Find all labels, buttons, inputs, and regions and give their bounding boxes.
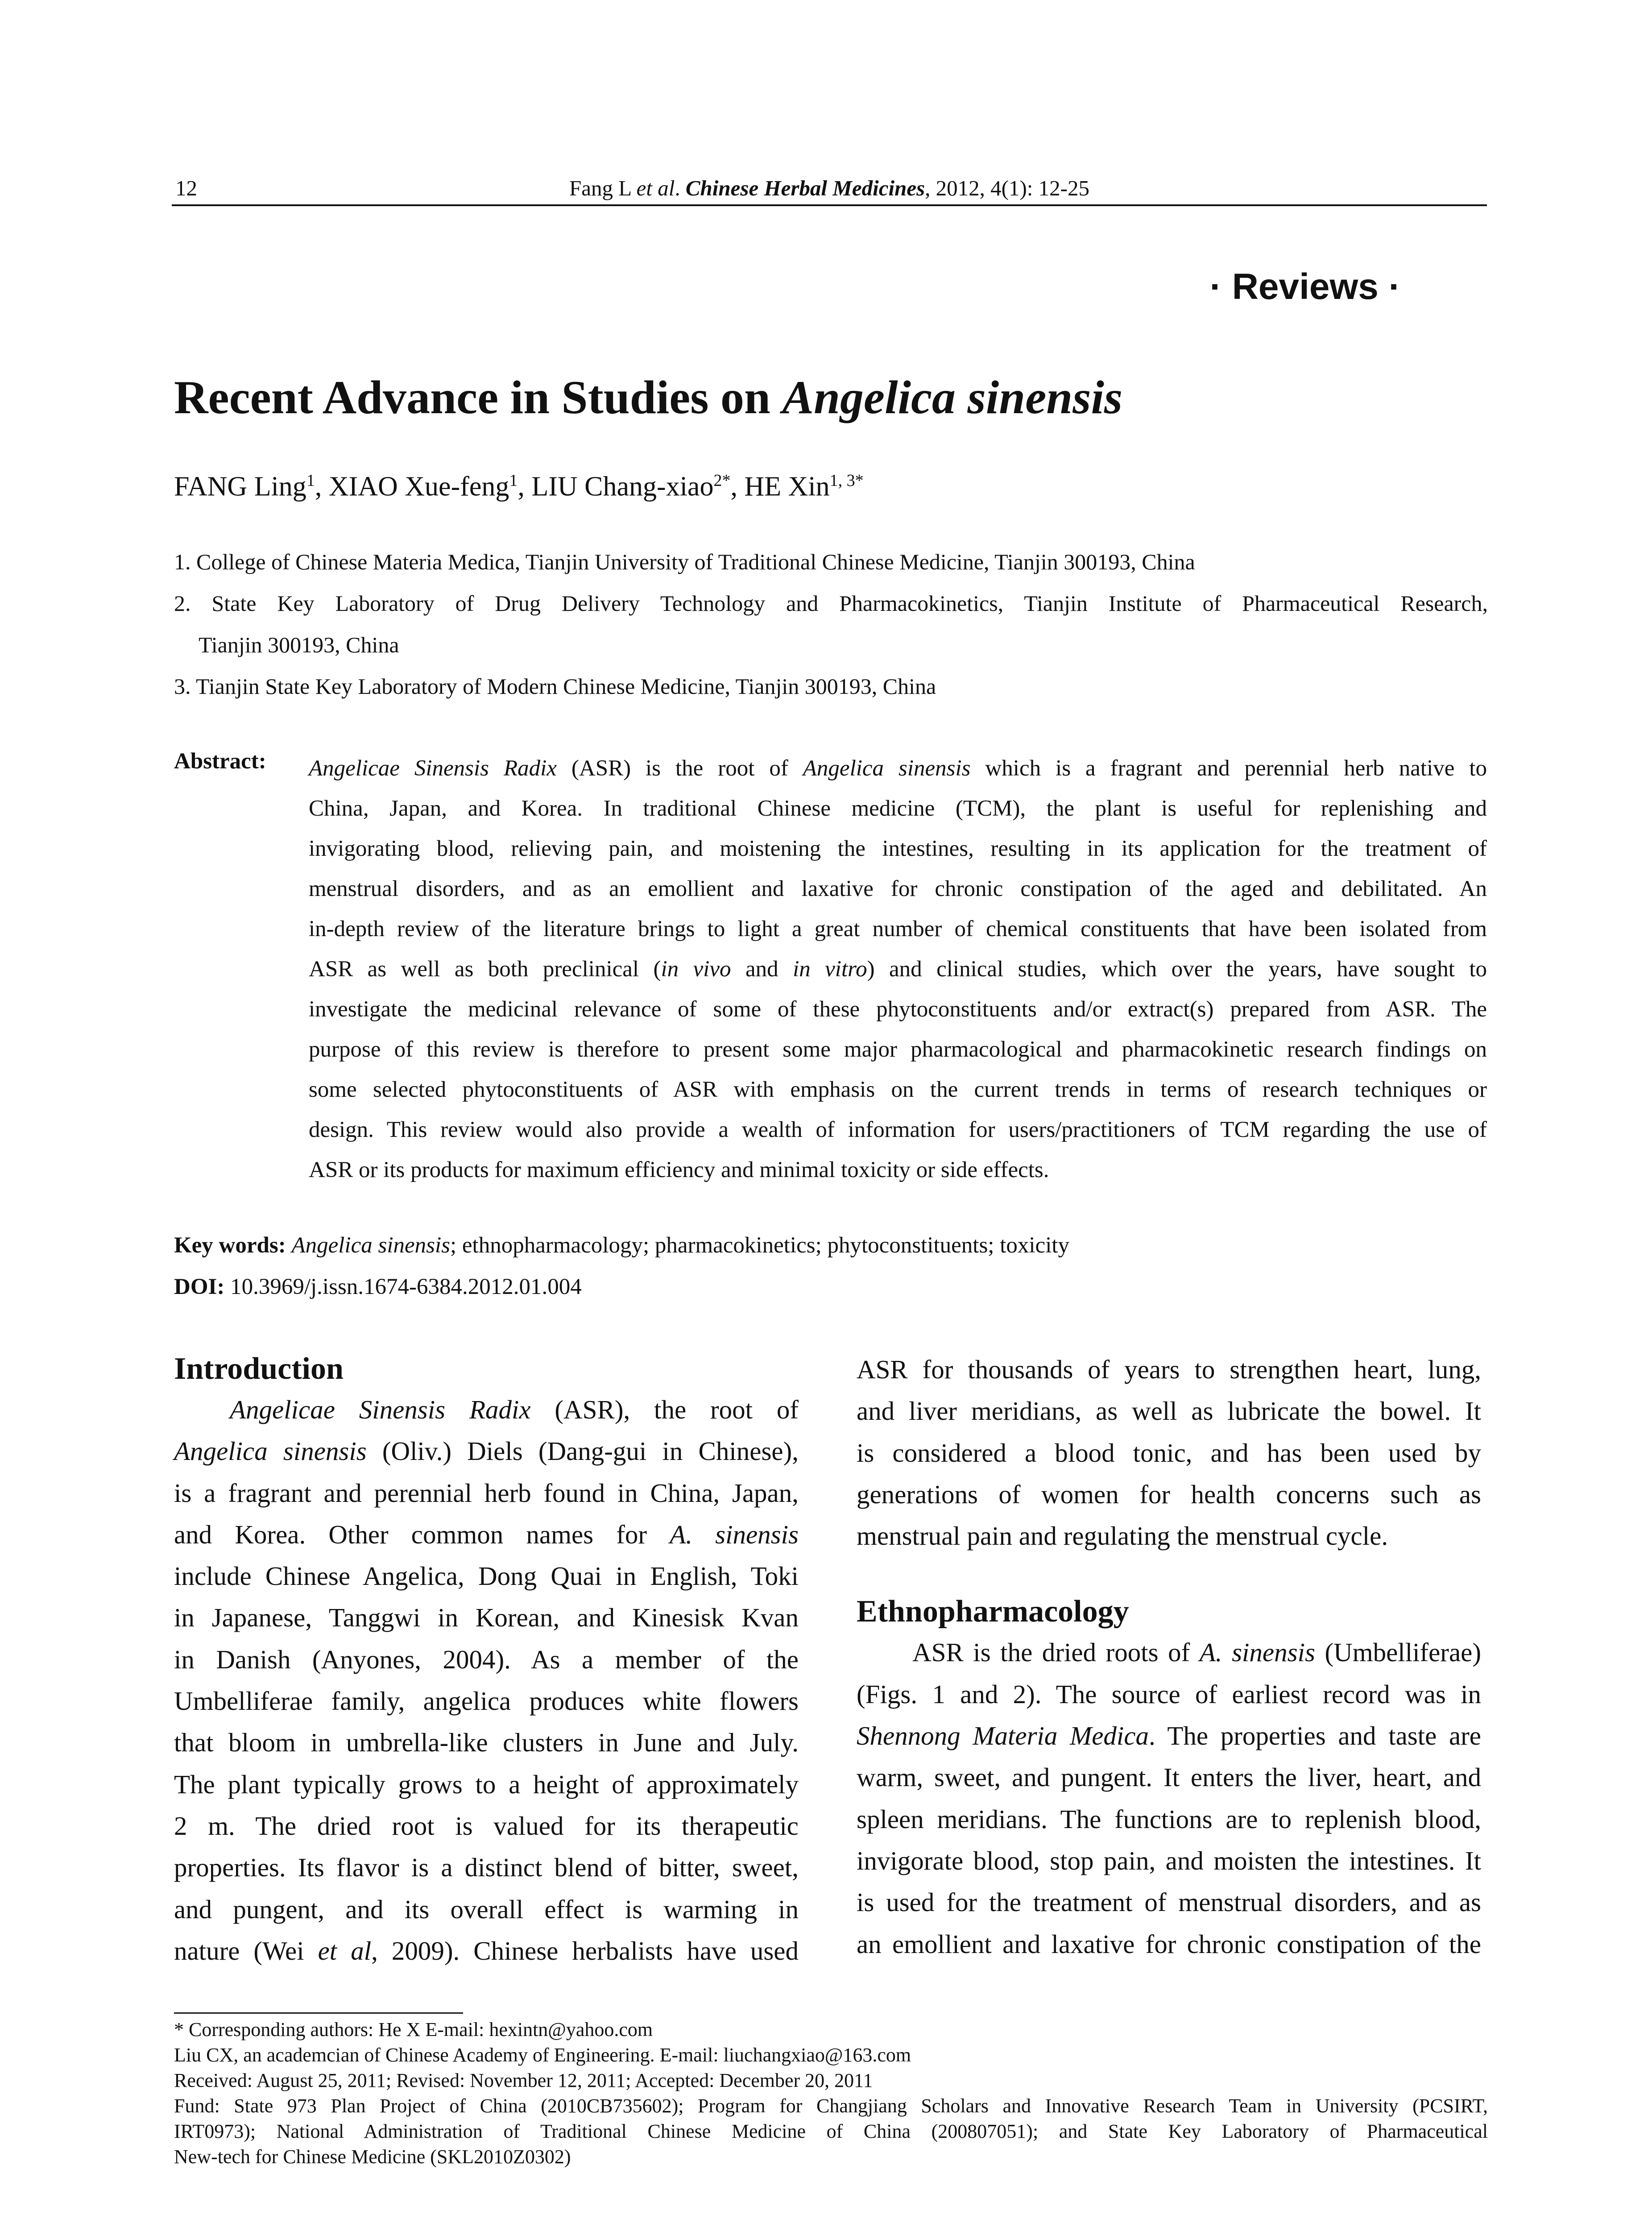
footnote-corresponding: * Corresponding authors: He X E-mail: hexintn@yahoo.com — [174, 2019, 653, 2040]
footnote-rule — [174, 2012, 463, 2014]
ethnopharmacology-heading: Ethnopharmacology — [857, 1594, 1129, 1629]
affiliation-2-cont: Tianjin 300193, China — [199, 632, 399, 657]
left-column: Introduction Angelicae Sinensis Radix (ASR), the root of Angelica sinensis (Oliv.) Diels (Dang-gui in Chinese), is a fragrant and perennial herb found in China, Japan, and Korea. Other common names for A. sinensis include Chinese Angelica, Dong Quai in English, Toki in Japanese, Tanggwi in Korean, and Kinesisk Kvan in Danish (Anyones, 2004). As a member of the Umbelliferae family, angelica produces white flowers that bloom in umbrella-like clusters in June and July. The plant typically grows to a height of approximately 2 m. The dried root is valued for its therapeutic properties. Its flavor is a distinct blend of bitter, sweet, and pungent, and its overall effect is warming in nature (Wei et al, 2009). Chinese herbalists have used — [174, 1349, 799, 1972]
right-column: ASR for thousands of years to strengthen heart, lung, and liver meridians, as well as lubricate the bowel. It is considered a blood tonic, and has been used by generations of women for health concerns such as menstrual pain and regulating the menstrual cycle. Ethnopharmacology ASR is the dried roots of A. sinensis (Umbelliferae) (Figs. 1 and 2). The source of earliest record was in Shennong Materia Medica. The properties and taste are warm, sweet, and pungent. It enters the liver, heart, and spleen meridians. The functions are to replenish blood, invigorate blood, stop pain, and moisten the intestines. It is used for the treatment of menstrual disorders, and as an emollient and laxative for chronic constipation of the — [857, 1355, 1481, 1959]
keywords: Key words: Angelica sinensis; ethnopharmacology; pharmacokinetics; phytoconstituents; toxicity — [174, 1233, 1070, 1258]
abstract-label: Abstract: — [174, 749, 266, 774]
abstract-body: Angelicae Sinensis Radix (ASR) is the root of Angelica sinensis which is a fragrant and perennial herb native to China, Japan, and Korea. In traditional Chinese medicine (TCM), the plant is useful for replenishing and invigorating blood, relieving pain, and moistening the intestines, resulting in its application for the treatment of menstrual disorders, and as an emollient and laxative for chronic constipation of the aged and debilitated. An in-depth review of the literature brings to light a great number of chemical constituents that have been isolated from ASR as well as both preclinical (in vivo and in vitro) and clinical studies, which over the years, have sought to investigate the medicinal relevance of some of these phytoconstituents and/or extract(s) prepared from ASR. The purpose of this review is therefore to present some major pharmacological and pharmacokinetic research findings on some selected phytoconstituents of ASR with emphasis on the current trends in terms of research techniques or design. This review would also provide a wealth of information for users/practitioners of TCM regarding the use of ASR or its products for maximum efficiency and minimal toxicity or side effects. — [309, 756, 1487, 1182]
footnote-liu: Liu CX, an academcian of Chinese Academy of Engineering. E-mail: liuchangxiao@163.com — [174, 2044, 911, 2066]
header-rule — [172, 204, 1487, 206]
author-list: FANG Ling$^1$, XIAO Xue-feng$^1$, LIU Chang-xiao$^{2*}$, HE Xin$^{1, 3*}$ — [174, 471, 864, 502]
affiliation-3: 3. Tianjin State Key Laboratory of Modern Chinese Medicine, Tianjin 300193, China — [174, 674, 936, 699]
article-title: Recent Advance in Studies on Angelica sinensis — [174, 371, 1123, 423]
section-type-label: · Reviews · — [1209, 266, 1401, 307]
footnote-fund-cont: IRT0973); National Administration of Traditional Chinese Medicine of China (200807051); and State Key Laboratory of Pharmaceutical — [174, 2120, 1488, 2142]
footnote-dates: Received: August 25, 2011; Revised: November 12, 2011; Accepted: December 20, 2011 — [174, 2069, 873, 2091]
doi: DOI: 10.3969/j.issn.1674-6384.2012.01.004 — [174, 1274, 582, 1299]
affiliation-1: 1. College of Chinese Materia Medica, Tianjin University of Traditional Chinese Medicine, Tianjin 300193, China — [174, 549, 1195, 574]
footnote-fund: Fund: State 973 Plan Project of China (2010CB735602); Program for Changjiang Scholars and Innovative Research Team in University (PCSIRT, — [174, 2095, 1488, 2117]
journal-citation: Fang L et al. Chinese Herbal Medicines, 2012, 4(1): 12-25 — [569, 176, 1089, 200]
introduction-heading: Introduction — [174, 1352, 344, 1386]
running-header — [172, 172, 1487, 207]
affiliation-2: 2. State Key Laboratory of Drug Delivery Technology and Pharmacokinetics, Tianjin Institute of Pharmaceutical Research, — [174, 591, 1488, 616]
page-number: 12 — [175, 176, 197, 200]
footnotes — [174, 2017, 1488, 2169]
footnote-fund-end: New-tech for Chinese Medicine (SKL2010Z0302) — [174, 2146, 571, 2168]
